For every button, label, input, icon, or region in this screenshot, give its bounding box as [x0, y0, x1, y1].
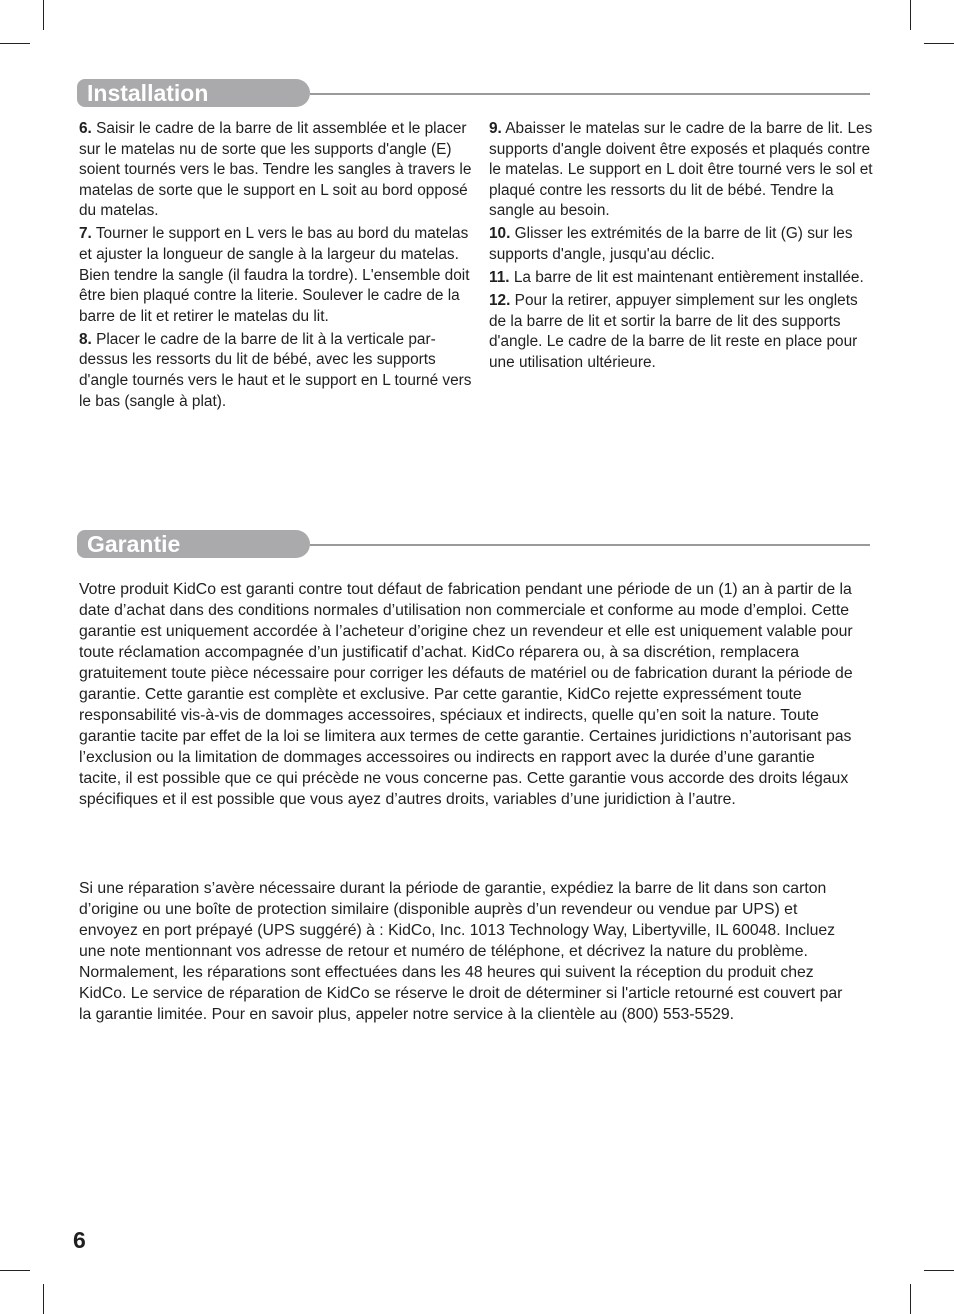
crop-mark-bottom-right-vertical	[910, 1284, 911, 1314]
installation-header	[77, 79, 870, 109]
step-6-number: 6.	[79, 120, 92, 137]
step-12-text: Pour la retirer, appuyer simplement sur les onglets de la barre de lit et sortir la barre de lit des supports d'angle. Le cadre de la barre de lit reste en place pour une utilisation ultérieure.	[489, 291, 858, 371]
step-7-text: Tourner le support en L vers le bas au bord du matelas et ajuster la longueur de sangle à la largeur du matelas. Bien tendre la sangle (il faudra la tordre). L'ensemble doit être bien plaqué contre la literie. Soulever le cadre de la barre de lit et retirer le matelas du lit.	[79, 225, 470, 325]
step-12	[489, 291, 873, 373]
installation-header-rule	[310, 93, 870, 95]
step-9-number: 9.	[489, 120, 502, 137]
step-10-number: 10.	[489, 225, 511, 243]
crop-mark-top-right-vertical	[910, 0, 911, 30]
step-12-number: 12.	[489, 291, 511, 309]
installation-left-column	[79, 119, 473, 414]
garantie-paragraph-1-text: Votre produit KidCo est garanti contre tout défaut de fabrication pendant une période de un (1) an à partir de la date d’achat dans des conditions normales d’utilisation non commerciale et conforme au mode d’emploi. Cette garantie est uniquement accordée à l’acheteur d’origine chez un revendeur et elle est uniquement valable pour toute réclamation accompagnée d’un justificatif d’achat. KidCo réparera ou, à sa discrétion, remplacera gratuitement toute pièce nécessaire pour corriger les défauts de matériel ou de fabrication durant la période de garantie. Cette garantie est complète et exclusive. Par cette garantie, KidCo rejette expressément toute responsabilité vis-à-vis de dommages accessoires, spéciaux et indirects, quelle qu’en soit la nature. Toute garantie tacite par effet de la loi se limitera aux termes de cette garantie. Certaines juridictions n’autorisant pas l’exclusion ou la limitation de dommages accessoires ou indirects en rapport avec la durée d’une garantie tacite, il est possible que ce qui précède ne vous concerne pas. Cette garantie vous accorde des droits légaux spécifiques et il est possible que vous ayez d’autres droits, variables d’une juridiction à l’autre.	[79, 581, 853, 808]
step-11-text: La barre de lit est maintenant entièrement installée.	[509, 268, 864, 286]
installation-right-column	[489, 119, 873, 376]
crop-mark-top-right-horizontal	[924, 43, 954, 44]
page-number: 6	[73, 1227, 86, 1253]
step-8	[79, 330, 473, 412]
step-9	[489, 119, 873, 222]
garantie-title: Garantie	[77, 530, 310, 558]
step-11	[489, 268, 873, 289]
garantie-paragraph-1	[79, 579, 854, 810]
garantie-paragraph-2-text: Si une réparation s’avère nécessaire durant la période de garantie, expédiez la barre de lit dans son carton d’origine ou une boîte de protection similaire (disponible auprès d’un revendeur ou vendue par UPS) et envoyez en port prépayé (UPS suggéré) à : KidCo, Inc. 1013 Technology Way, Libertyville, IL 60048. Incluez une note mentionnant vos adresse de retour et numéro de téléphone, et décrivez la nature du problème. Normalement, les réparations sont effectuées dans les 48 heures qui suivent la réception du produit chez KidCo. Le service de réparation de KidCo se réserve le droit de déterminer si l'article retourné est couvert par la garantie limitée. Pour en savoir plus, appeler notre service à la clientèle au (800) 553-5529.	[79, 880, 843, 1023]
step-7-number: 7.	[79, 225, 92, 243]
step-11-number: 11.	[489, 268, 510, 286]
garantie-paragraph-2	[79, 878, 854, 1025]
step-10	[489, 224, 873, 265]
crop-mark-bottom-right-horizontal	[924, 1270, 954, 1271]
garantie-header	[77, 530, 870, 560]
step-6	[79, 119, 473, 222]
crop-mark-bottom-left-vertical	[43, 1284, 44, 1314]
step-8-number: 8.	[79, 330, 92, 348]
step-6-text: Saisir le cadre de la barre de lit assemblée et le placer sur le matelas nu de sorte que les supports d'angle (E) soient tournés vers le bas. Tendre les sangles à travers le matelas de sorte que le support en L soit au bord opposé du matelas.	[79, 120, 472, 220]
step-10-text: Glisser les extrémités de la barre de lit (G) sur les supports d'angle, jusqu'au déclic.	[489, 225, 853, 263]
crop-mark-top-left-horizontal	[0, 43, 30, 44]
installation-title: Installation	[77, 79, 310, 107]
crop-mark-top-left-vertical	[43, 0, 44, 30]
step-8-text: Placer le cadre de la barre de lit à la verticale par-dessus les ressorts du lit de bébé, avec les supports d'angle tournés vers le haut et le support en L tourné vers le bas (sangle à plat).	[79, 330, 472, 410]
step-7	[79, 224, 473, 327]
crop-mark-bottom-left-horizontal	[0, 1270, 30, 1271]
garantie-header-rule	[310, 544, 870, 546]
step-9-text: Abaisser le matelas sur le cadre de la barre de lit. Les supports d'angle doivent être exposés et plaqués contre le matelas. Le support en L doit être tourné vers le sol et plaqué contre les ressorts du lit de bébé. Tendre la sangle au besoin.	[489, 120, 873, 220]
